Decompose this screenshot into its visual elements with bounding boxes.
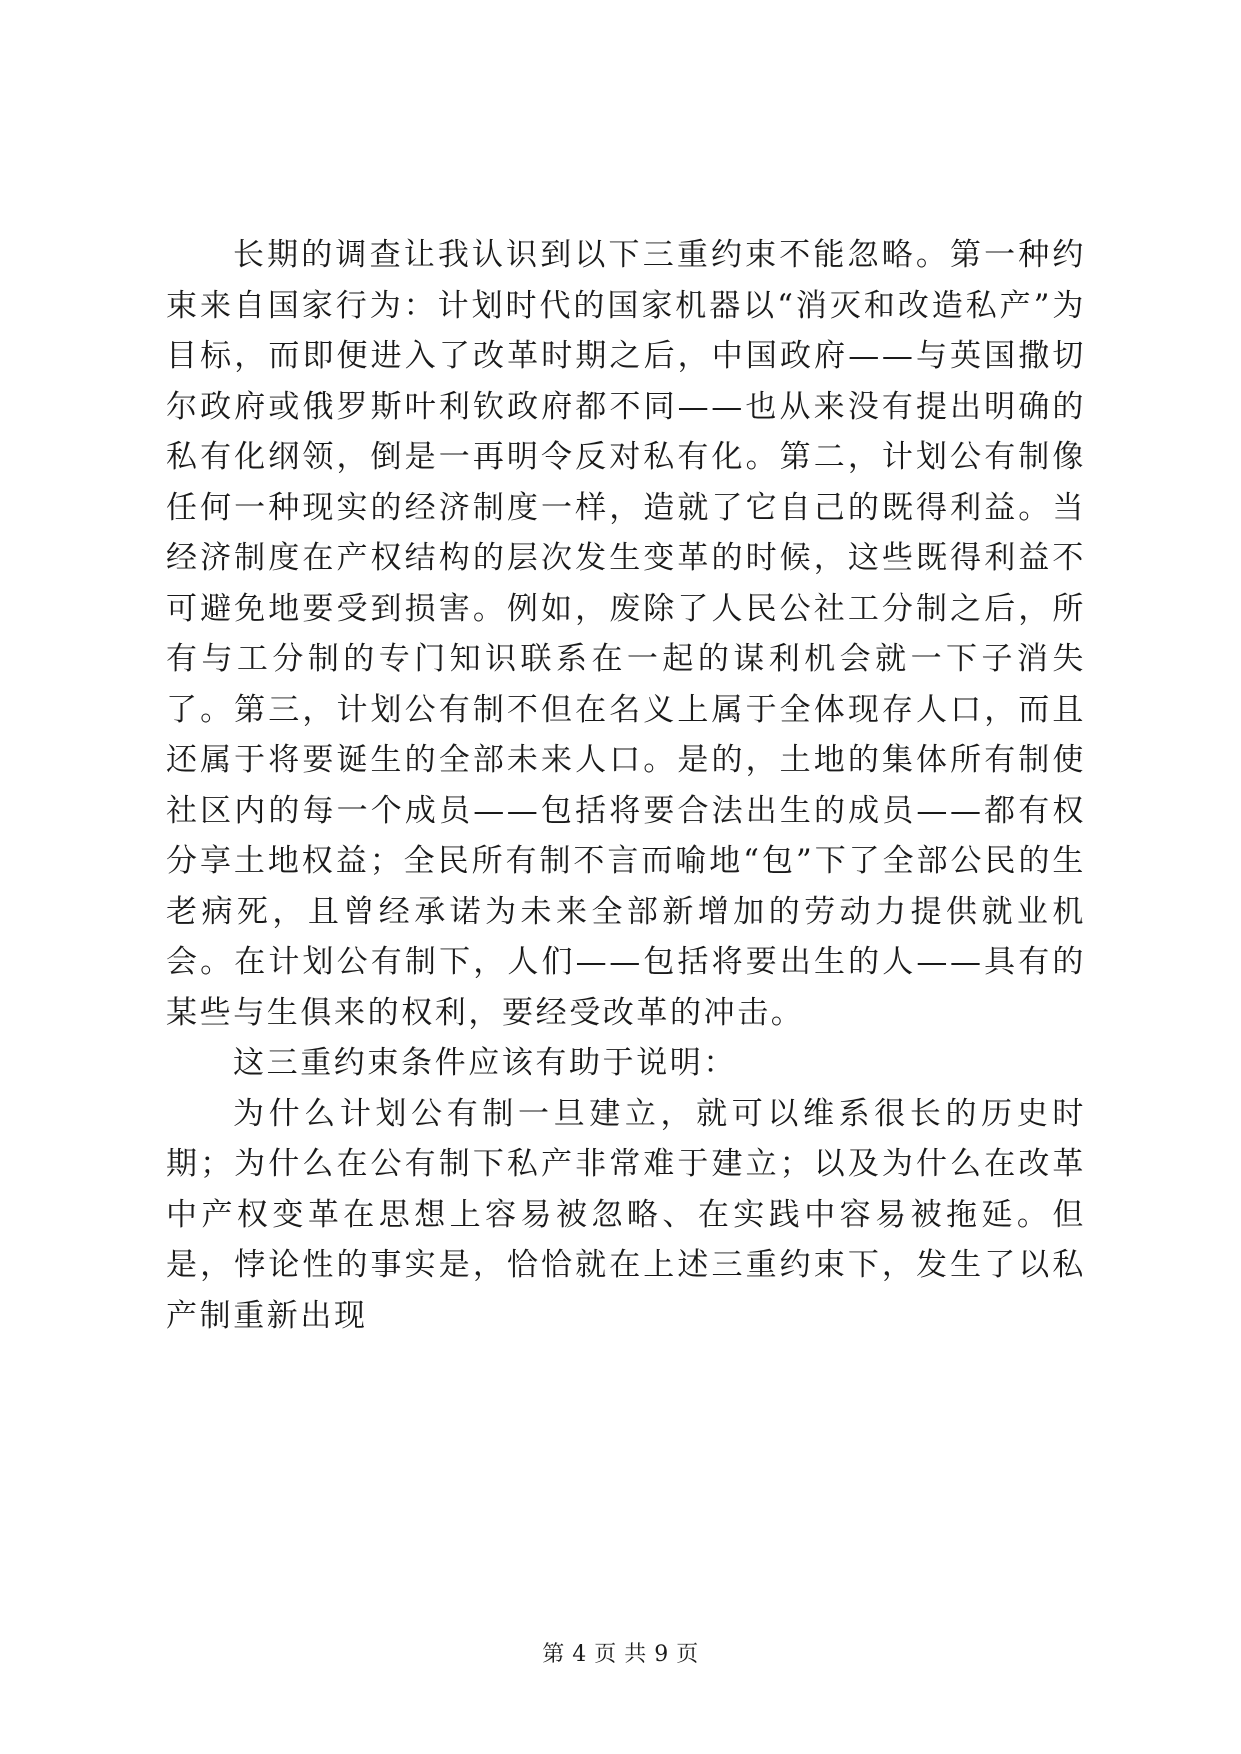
document-body xyxy=(166,230,1086,1341)
paragraph: 为什么计划公有制一旦建立，就可以维系很长的历史时期；为什么在公有制下私产非常难于建立；以及为什么在改革中产权变革在思想上容易被忽略、在实践中容易被拖延。但是，悖论性的事实是，恰恰就在上述三重约束下，发生了以私产制重新出现 xyxy=(166,1095,1086,1334)
paragraph: 长期的调查让我认识到以下三重约束不能忽略。第一种约束来自国家行为：计划时代的国家机器以“消灭和改造私产”为目标，而即便进入了改革时期之后，中国政府——与英国撒切尔政府或俄罗斯叶利钦政府都不同——也从来没有提出明确的私有化纲领，倒是一再明令反对私有化。第二，计划公有制像任何一种现实的经济制度一样，造就了它自己的既得利益。当经济制度在产权结构的层次发生变革的时候，这些既得利益不可避免地要受到损害。例如，废除了人民公社工分制之后，所有与工分制的专门知识联系在一起的谋利机会就一下子消失了。第三，计划公有制不但在名义上属于全体现存人口，而且还属于将要诞生的全部未来人口。是的，土地的集体所有制使社区内的每一个成员——包括将要合法出生的成员——都有权分享土地权益；全民所有制不言而喻地“包”下了全部公民的生老病死，且曾经承诺为未来全部新增加的劳动力提供就业机会。在计划公有制下，人们——包括将要出生的人——具有的某些与生俱来的权利，要经受改革的冲击。 xyxy=(166,237,1086,1031)
paragraph: 这三重约束条件应该有助于说明： xyxy=(233,1045,737,1081)
page-number-footer: 第 4 页 共 9 页 xyxy=(542,1642,699,1667)
